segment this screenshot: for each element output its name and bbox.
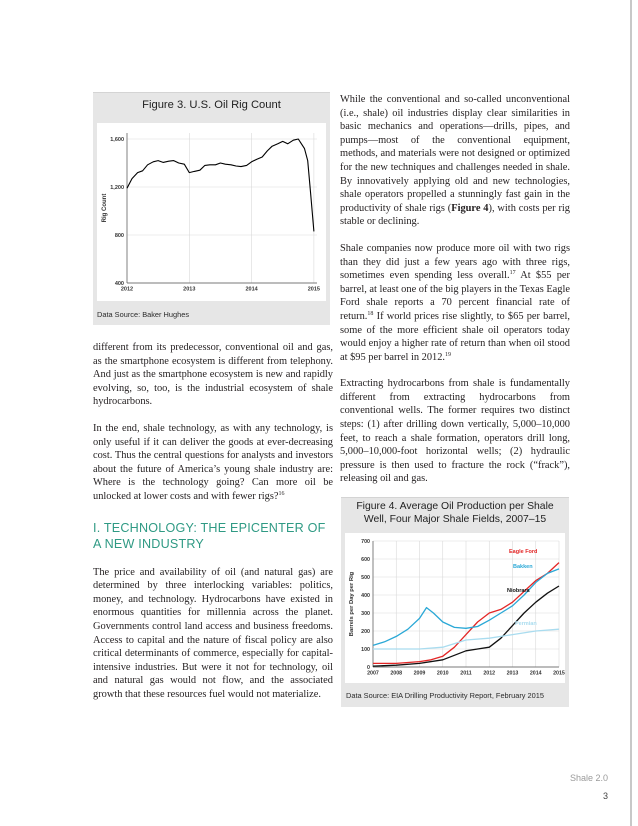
rig-chart-y-axis-label: Rig Count — [102, 193, 108, 223]
prod-chart-y-tick-label-1: 100 — [361, 647, 370, 653]
prod-chart-x-tick-label-0: 2007 — [367, 670, 379, 677]
rig-chart-x-tick-label-3: 2015 — [307, 286, 321, 293]
rig-chart-x-tick-label-0: 2012 — [120, 286, 134, 293]
rig-chart-x-tick-label-1: 2013 — [183, 286, 196, 293]
figure-3-title: Figure 3. U.S. Oil Rig Count — [142, 99, 281, 111]
left-column — [93, 341, 333, 701]
prod-chart-series-label-bakken: Bakken — [513, 564, 533, 570]
prod-chart-x-tick-label-8: 2015 — [553, 670, 565, 677]
prod-chart-x-tick-label-5: 2012 — [483, 670, 496, 677]
prod-chart-x-tick-label-3: 2010 — [436, 670, 449, 677]
prod-chart-series-label-eagle-ford: Eagle Ford — [509, 549, 538, 555]
prod-chart-y-axis-label: Barrels per Day per Rig — [349, 571, 355, 637]
prod-chart-x-tick-label-1: 2008 — [390, 670, 403, 677]
prod-chart-y-tick-label-6: 600 — [361, 557, 370, 563]
prod-chart-y-tick-label-0: 0 — [367, 665, 370, 671]
figure-4-box — [341, 497, 569, 707]
prod-chart-x-tick-label-7: 2014 — [529, 670, 542, 677]
left-paragraph-2 — [93, 422, 333, 504]
prod-chart-series-label-niobrara: Niobrara — [507, 588, 530, 594]
footnote-ref-18[interactable]: 18 — [367, 310, 374, 317]
right-paragraph-2-text-a: Shale companies now produce more oil with two rigs than they did just a few years ago with three rigs, sometimes even spending less overall. — [340, 242, 570, 282]
right-edge-rule — [630, 0, 632, 826]
right-paragraph-2-text-c: If world prices rise slightly, to $65 per barrel, some of the more efficient shale oil operators today would enjoy a higher rate of return than when oil stood at $95 per barrel in 2012. — [340, 310, 570, 363]
rig-chart-y-tick-label-2: 1,200 — [110, 185, 124, 191]
right-column — [340, 93, 570, 486]
figure-4-plot-area — [345, 533, 565, 683]
rig-chart-x-tick-label-2: 2014 — [245, 286, 258, 293]
prod-chart-y-tick-label-3: 300 — [361, 611, 370, 617]
right-paragraph-3 — [340, 377, 570, 486]
right-paragraph-1 — [340, 93, 570, 229]
section-heading: I. TECHNOLOGY: THE EPICENTER OF A NEW INDUSTRY — [93, 520, 326, 551]
figure-4-title-line-1: Figure 4. Average Oil Production per Shale — [356, 501, 554, 512]
right-paragraph-1-text-a: While the conventional and so-called unconventional (i.e., shale) oil industries display clear similarities in basic mechanics and operations—drills, pipes, and pumps—most of the conventional equipment, methods, and materials were not designed or optimized for the new techniques and challenges needed in shale. By innovatively applying old and new technologies, shale operators propelled a stunningly fast gain in the productivity of shale rigs ( — [340, 94, 570, 214]
prod-chart-y-tick-label-5: 500 — [361, 575, 370, 581]
left-paragraph-3 — [93, 566, 333, 702]
figure-3-source: Data Source: Baker Hughes — [97, 310, 190, 319]
footer-label: Shale 2.0 — [569, 773, 608, 783]
prod-chart-y-tick-label-7: 700 — [361, 539, 370, 545]
right-paragraph-2 — [340, 242, 570, 364]
left-paragraph-2-text: In the end, shale technology, as with any technology, is only useful if it can deliver the goods at ever-decreasing cost. Thus the central questions for analysts and investors about the future of America’s young shale industry are: Where is the technology going? Can more oil be unlocked at lower costs and with fewer rigs? — [93, 422, 333, 502]
rig-count-chart — [97, 123, 326, 301]
prod-chart-x-tick-label-2: 2009 — [413, 670, 426, 677]
prod-chart-x-tick-label-6: 2013 — [506, 670, 519, 677]
right-paragraph-3-text: Extracting hydrocarbons from shale is fundamentally different from extracting hydrocarbons from conventional wells. The former requires two distinct steps: (1) after drilling down vertically, 5,000–10,000 feet, to reach a shale formation, operators drill long, 5,000–10,000-foot horizontal wells; (2) hydraulic pressure is then used to fracture the rock (“frack”), releasing oil and gas. — [340, 378, 570, 485]
rig-chart-y-tick-label-3: 1,600 — [110, 137, 124, 143]
footnote-ref-19[interactable]: 19 — [445, 351, 452, 358]
figure-4-reference[interactable]: Figure 4 — [451, 202, 489, 214]
oil-production-chart — [345, 533, 565, 683]
figure-3-plot-area — [97, 123, 326, 301]
prod-chart-y-tick-label-4: 400 — [361, 593, 370, 599]
rig-chart-y-tick-label-0: 400 — [114, 281, 124, 287]
footnote-ref-17[interactable]: 17 — [509, 270, 516, 277]
right-paragraph-1-text-b: ), with costs per rig stable or declining. — [340, 202, 571, 228]
rig-chart-y-tick-label-1: 800 — [114, 233, 124, 239]
left-paragraph-3-text: The price and availability of oil (and natural gas) are determined by three interlocking variables: politics, money, and technology. Hydrocarbons have existed in enormous quantities for millennia across the planet. Governments control land access and business freedoms. Access to capital and the nature of fiscal policy are also critical determinants of commerce, especially for capital-intensive industries. But were it not for technology, oil and natural gas would not flow, and the associated growth that these resources fuel would not materialize. — [93, 566, 333, 700]
figure-3-box — [93, 92, 330, 325]
rig-chart-series-0 — [127, 139, 314, 231]
prod-chart-x-tick-label-4: 2011 — [460, 670, 472, 677]
figure-4-source: Data Source: EIA Drilling Productivity Report, February 2015 — [346, 691, 544, 700]
left-paragraph-1 — [93, 341, 333, 409]
page-number: 3 — [602, 791, 608, 801]
left-paragraph-1-text: different from its predecessor, conventional oil and gas, as the smartphone ecosystem is different from telephony. And just as the smartphone ecosystem is new and rapidly evolving, so, too, is the industrial ecosystem of shale hydrocarbons. — [93, 342, 333, 408]
prod-chart-series-label-permian: Permian — [515, 621, 537, 627]
prod-chart-y-tick-label-2: 200 — [361, 629, 370, 635]
right-paragraph-2-text-b: At $55 per barrel, at least one of the big players in the Texas Eagle Ford shale reports a 70 percent financial rate of return. — [340, 270, 570, 322]
figure-4-title — [341, 501, 569, 526]
figure-4-title-line-2: Well, Four Major Shale Fields, 2007–15 — [363, 513, 547, 525]
footnote-ref-16[interactable]: 16 — [278, 490, 285, 497]
